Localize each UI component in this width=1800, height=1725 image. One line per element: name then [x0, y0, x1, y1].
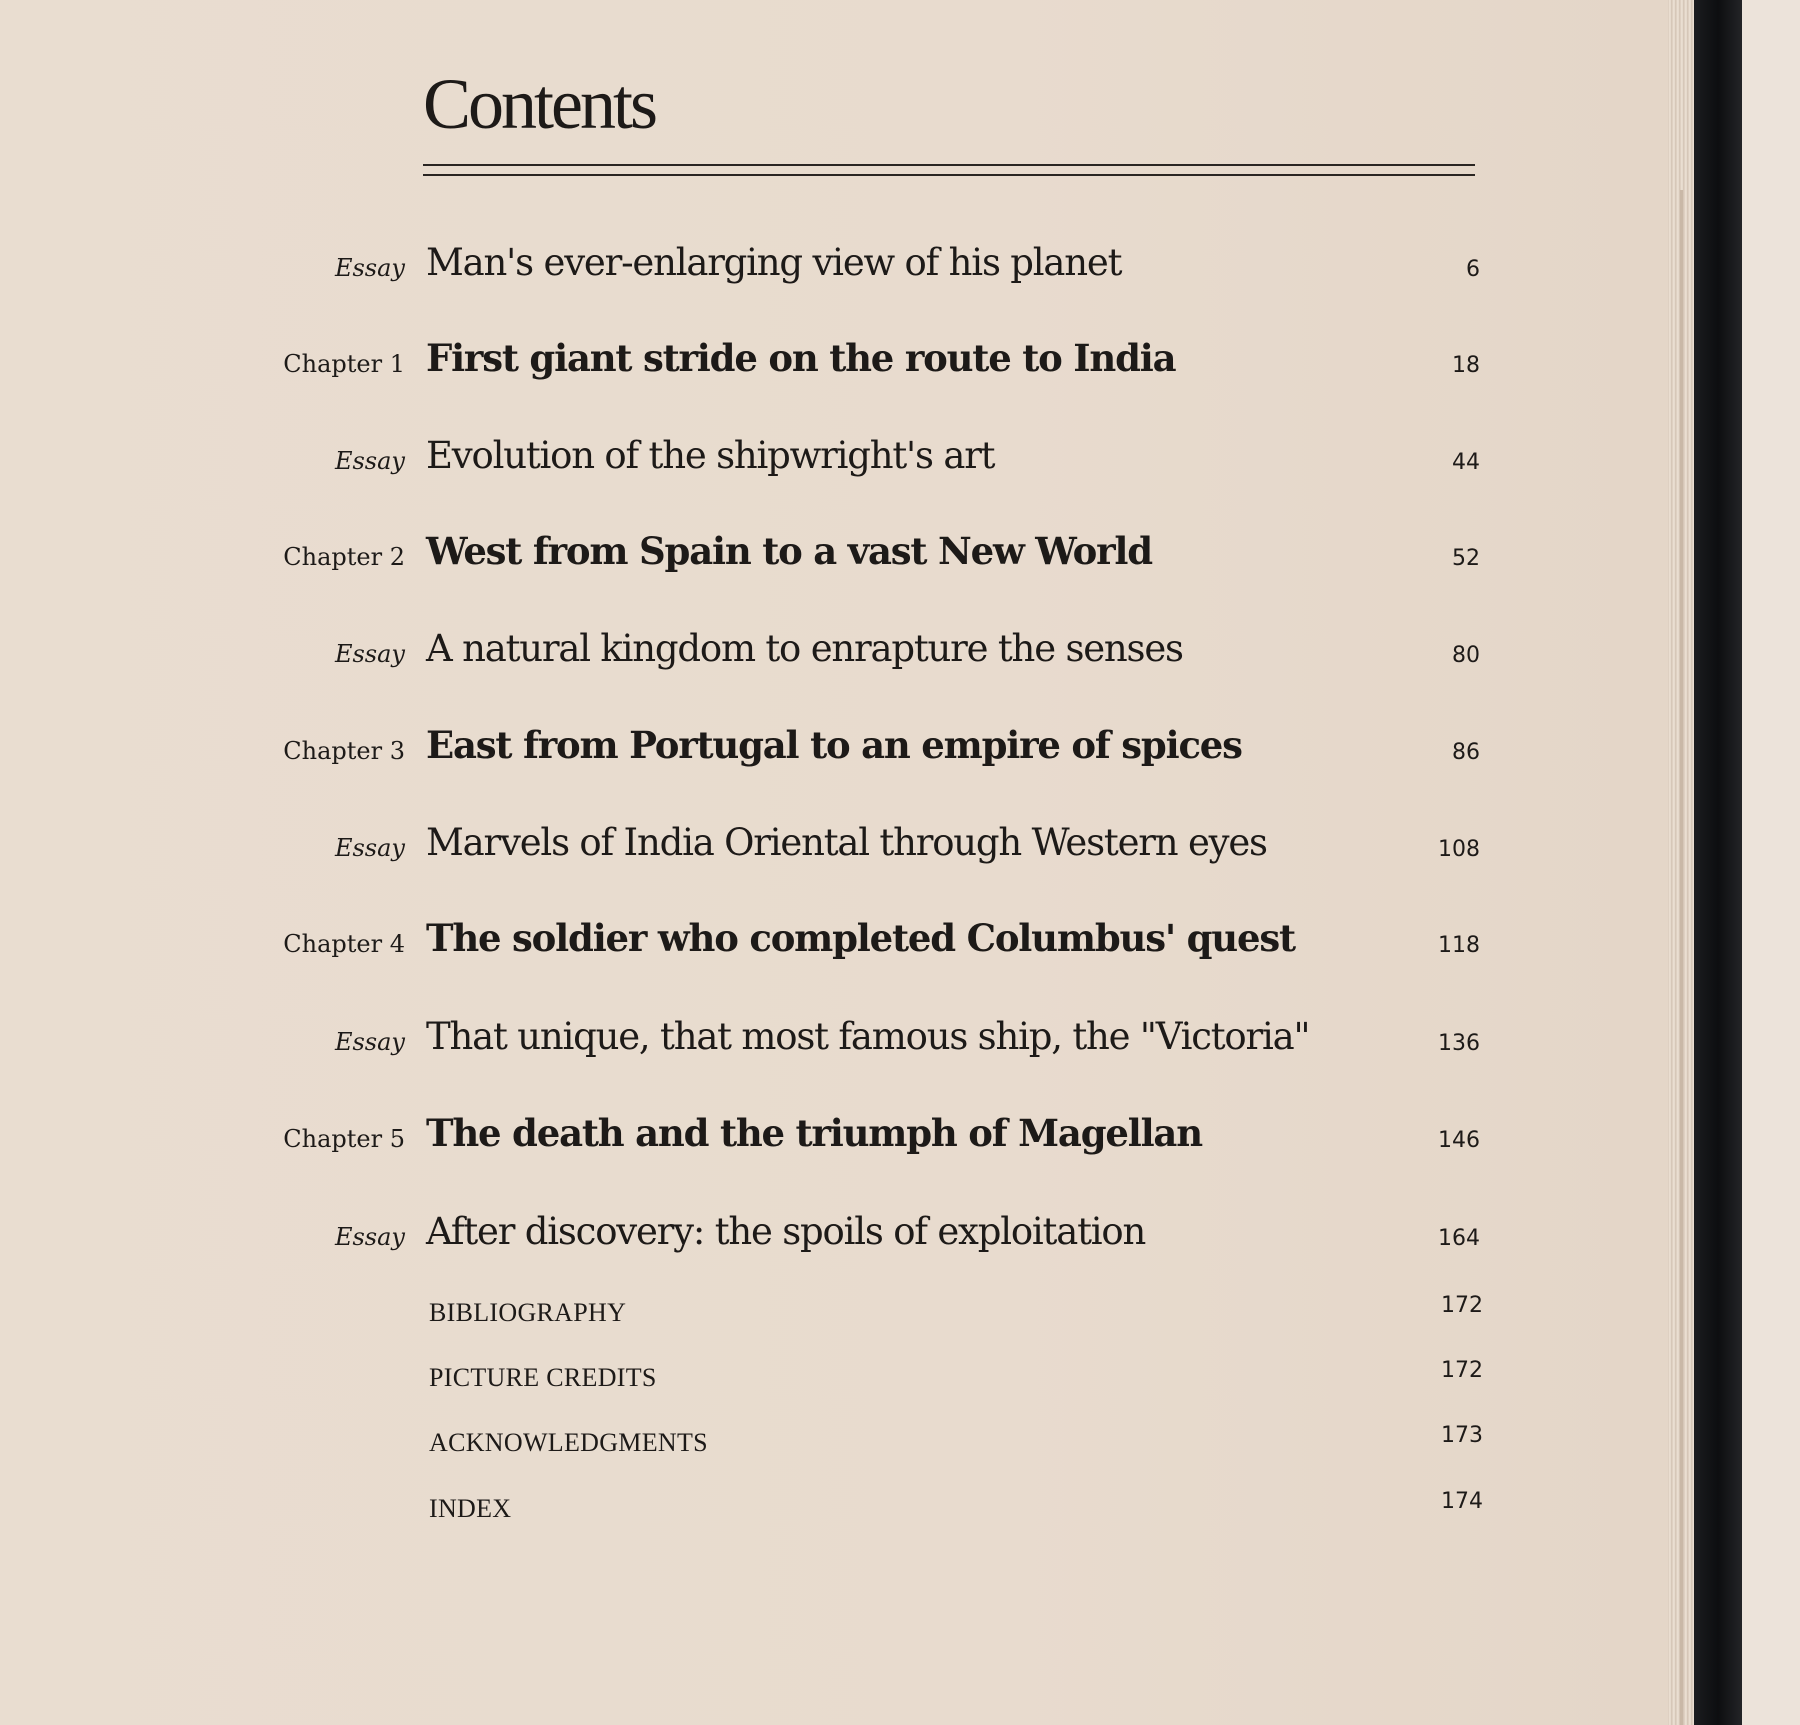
entry-page-number: 136: [1438, 1031, 1480, 1056]
back-matter-entry[interactable]: [0, 1290, 1500, 1330]
entry-page-number: 52: [1452, 546, 1480, 571]
book-cover-spine: [1694, 0, 1742, 1725]
entry-page-number: 18: [1452, 353, 1480, 378]
entry-label: Chapter 1: [283, 350, 405, 378]
entry-page-number: 146: [1438, 1128, 1480, 1153]
entry-label: Essay: [334, 1028, 405, 1056]
entry-title[interactable]: A natural kingdom to enrapture the senses: [426, 627, 1183, 670]
entry-title[interactable]: After discovery: the spoils of exploitation: [426, 1210, 1146, 1253]
entry-label: Chapter 3: [283, 737, 405, 765]
entry-title[interactable]: The soldier who completed Columbus' quest: [426, 916, 1295, 960]
entry-label: Chapter 4: [283, 930, 405, 958]
entry-title[interactable]: Evolution of the shipwright's art: [426, 434, 995, 477]
toc-entry[interactable]: [0, 1101, 1500, 1161]
entry-label: Essay: [334, 1223, 405, 1251]
toc-entry[interactable]: [0, 616, 1500, 676]
toc-entry[interactable]: [0, 326, 1500, 386]
toc-entry[interactable]: [0, 230, 1500, 290]
entry-label: Essay: [334, 447, 405, 475]
entry-label: Essay: [334, 834, 405, 862]
entry-title[interactable]: Man's ever-enlarging view of his planet: [426, 241, 1122, 284]
back-matter-entry[interactable]: [0, 1486, 1500, 1526]
back-matter-page-number: 174: [1441, 1489, 1483, 1514]
entry-label: Chapter 5: [283, 1125, 405, 1153]
entry-title[interactable]: The death and the triumph of Magellan: [426, 1111, 1202, 1155]
back-matter-label[interactable]: BIBLIOGRAPHY: [429, 1298, 627, 1327]
back-matter-page-number: 173: [1441, 1423, 1483, 1448]
entry-page-number: 6: [1466, 257, 1480, 282]
entry-page-number: 108: [1438, 837, 1480, 862]
entry-title[interactable]: Marvels of India Oriental through Western eyes: [426, 821, 1267, 864]
entry-page-number: 86: [1452, 740, 1480, 765]
toc-entry[interactable]: [0, 810, 1500, 870]
back-matter-page-number: 172: [1441, 1358, 1483, 1383]
toc-entry[interactable]: [0, 423, 1500, 483]
page-edge-line: [1680, 190, 1683, 1725]
entry-title[interactable]: First giant stride on the route to India: [426, 336, 1176, 380]
entry-label: Essay: [334, 254, 405, 282]
entry-page-number: 44: [1452, 450, 1480, 475]
entry-label: Chapter 2: [283, 543, 405, 571]
entry-label: Essay: [334, 640, 405, 668]
entry-page-number: 80: [1452, 643, 1480, 668]
back-matter-entry[interactable]: [0, 1420, 1500, 1460]
entry-page-number: 118: [1438, 933, 1480, 958]
back-matter-label[interactable]: PICTURE CREDITS: [429, 1363, 657, 1392]
backdrop: [1742, 0, 1800, 1725]
page-title: Contents: [423, 64, 656, 144]
back-matter-entry[interactable]: [0, 1355, 1500, 1395]
entry-title[interactable]: West from Spain to a vast New World: [426, 529, 1152, 573]
toc-entry[interactable]: [0, 713, 1500, 773]
back-matter-label[interactable]: ACKNOWLEDGMENTS: [429, 1428, 708, 1457]
toc-entry[interactable]: [0, 519, 1500, 579]
entry-page-number: 164: [1438, 1226, 1480, 1251]
back-matter-label[interactable]: INDEX: [429, 1494, 512, 1523]
entry-title[interactable]: East from Portugal to an empire of spices: [426, 723, 1242, 767]
entry-title[interactable]: That unique, that most famous ship, the "Victoria": [426, 1015, 1310, 1058]
back-matter-page-number: 172: [1441, 1293, 1483, 1318]
toc-entry[interactable]: [0, 906, 1500, 966]
toc-entry[interactable]: [0, 1199, 1500, 1259]
toc-entry[interactable]: [0, 1004, 1500, 1064]
